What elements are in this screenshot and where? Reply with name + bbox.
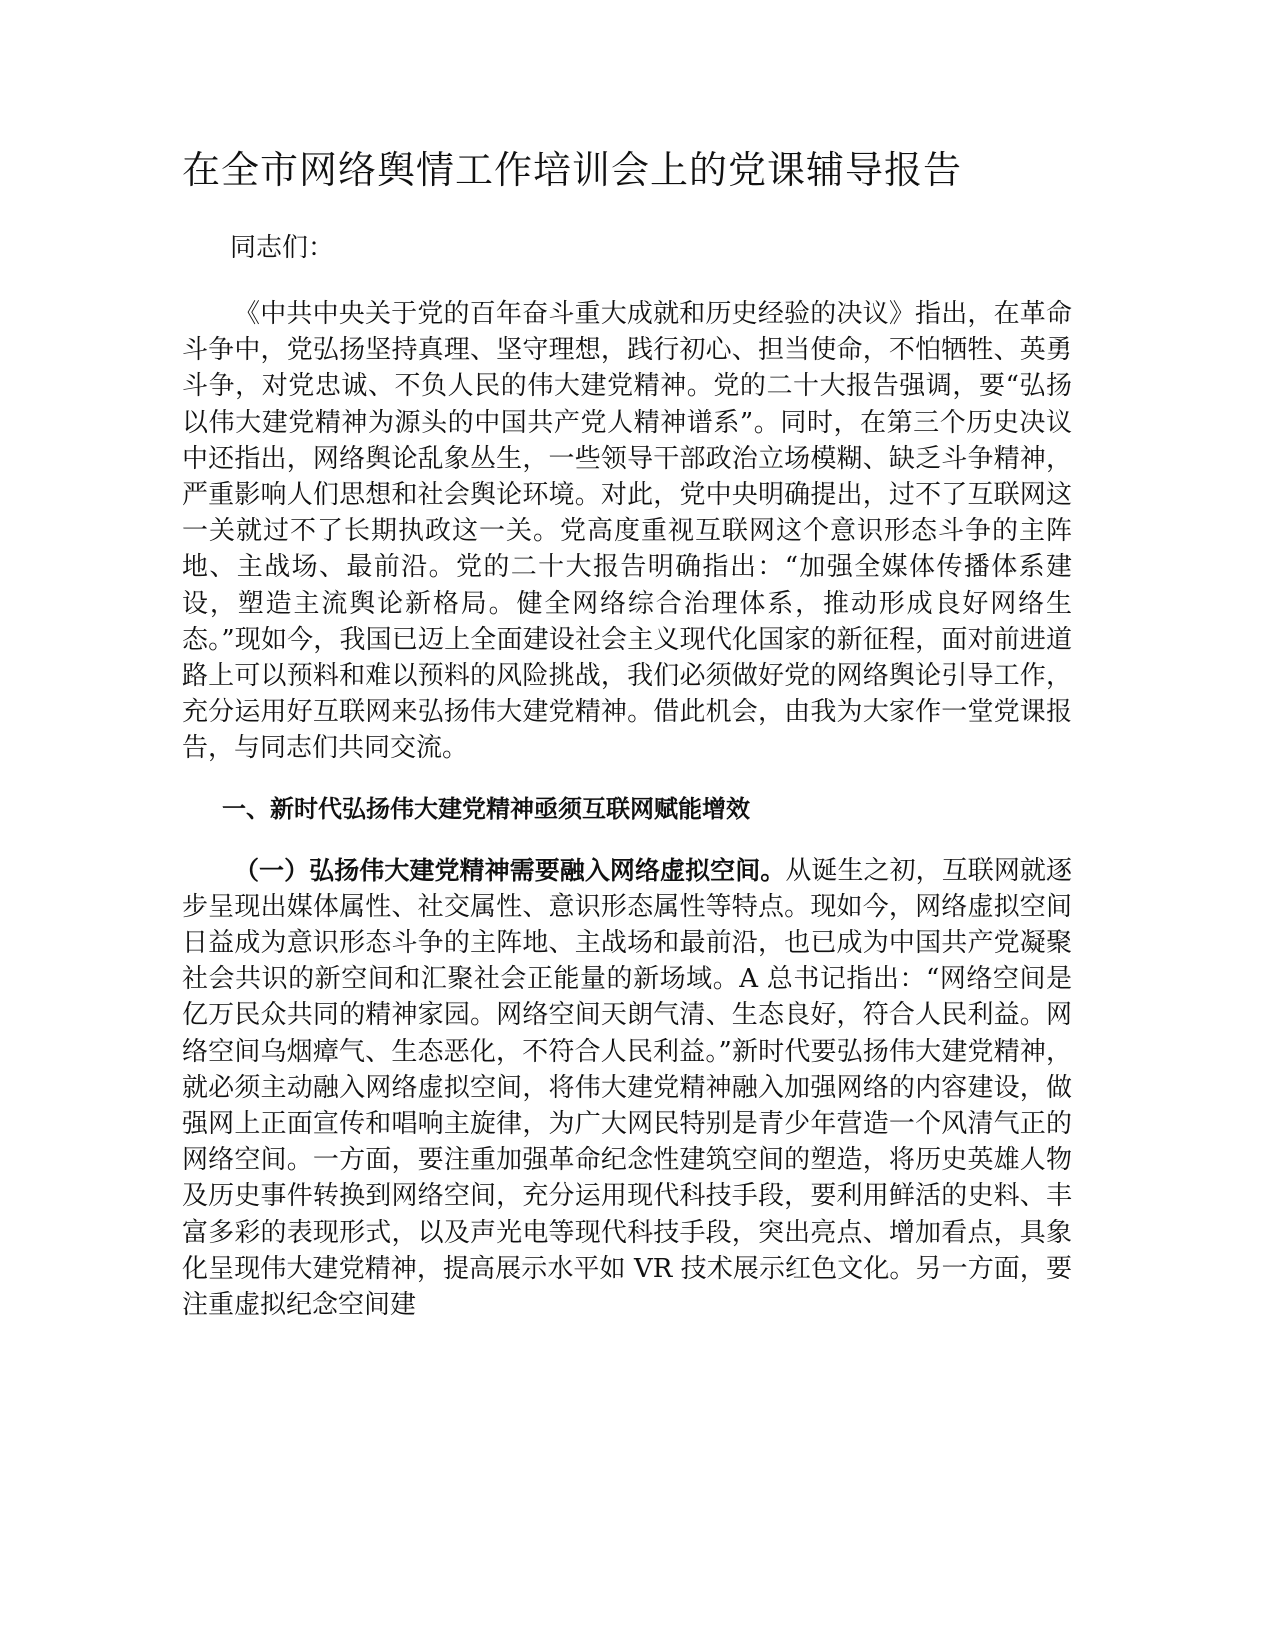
subsection-paragraph — [182, 853, 1072, 1324]
subsection-text: 从诞生之初，互联网就逐步呈现出媒体属性、社交属性、意识形态属性等特点。现如今，网络虚拟空间日益成为意识形态斗争的主阵地、主战场和最前沿，也已成为中国共产党凝聚社会共识的新空间和汇聚社会正能量的新场域。A 总书记指出：“网络空间是亿万民众共同的精神家园。网络空间天朗气清、生态良好，符合人民利益。网络空间乌烟瘴气、生态恶化，不符合人民利益。”新时代要弘扬伟大建党精神，就必须主动融入网络虚拟空间，将伟大建党精神融入加强网络的内容建设，做强网上正面宣传和唱响主旋律，为广大网民特别是青少年营造一个风清气正的网络空间。一方面，要注重加强革命纪念性建筑空间的塑造，将历史英雄人物及历史事件转换到网络空间，充分运用现代科技手段，要利用鲜活的史料、丰富多彩的表现形式，以及声光电等现代科技手段，突出亮点、增加看点，具象化呈现伟大建党精神，提高展示水平如 VR 技术展示红色文化。另一方面，要注重虚拟纪念空间建 — [182, 855, 1072, 1321]
subsection-lead: （一）弘扬伟大建党精神需要融入网络虚拟空间。 — [234, 855, 786, 885]
document-page — [182, 142, 1072, 1323]
section-heading: 一、新时代弘扬伟大建党精神亟须互联网赋能增效 — [222, 794, 750, 823]
salutation: 同志们： — [230, 233, 335, 263]
intro-paragraph: 《中共中央关于党的百年奋斗重大成就和历史经验的决议》指出，在革命斗争中，党弘扬坚持真理、坚守理想，践行初心、担当使命，不怕牺牲、英勇斗争，对党忠诚、不负人民的伟大建党精神。党的二十大报告强调，要“弘扬以伟大建党精神为源头的中国共产党人精神谱系”。同时，在第三个历史决议中还指出，网络舆论乱象丛生，一些领导干部政治立场模糊、缺乏斗争精神，严重影响人们思想和社会舆论环境。对此，党中央明确提出，过不了互联网这一关就过不了长期执政这一关。党高度重视互联网这个意识形态斗争的主阵地、主战场、最前沿。党的二十大报告明确指出：“加强全媒体传播体系建设，塑造主流舆论新格局。健全网络综合治理体系，推动形成良好网络生态。”现如今，我国已迈上全面建设社会主义现代化国家的新征程，面对前进道路上可以预料和难以预料的风险挑战，我们必须做好党的网络舆论引导工作，充分运用好互联网来弘扬伟大建党精神。借此机会，由我为大家作一堂党课报告，与同志们共同交流。 — [182, 299, 1072, 764]
document-title: 在全市网络舆情工作培训会上的党课辅导报告 — [182, 148, 963, 192]
